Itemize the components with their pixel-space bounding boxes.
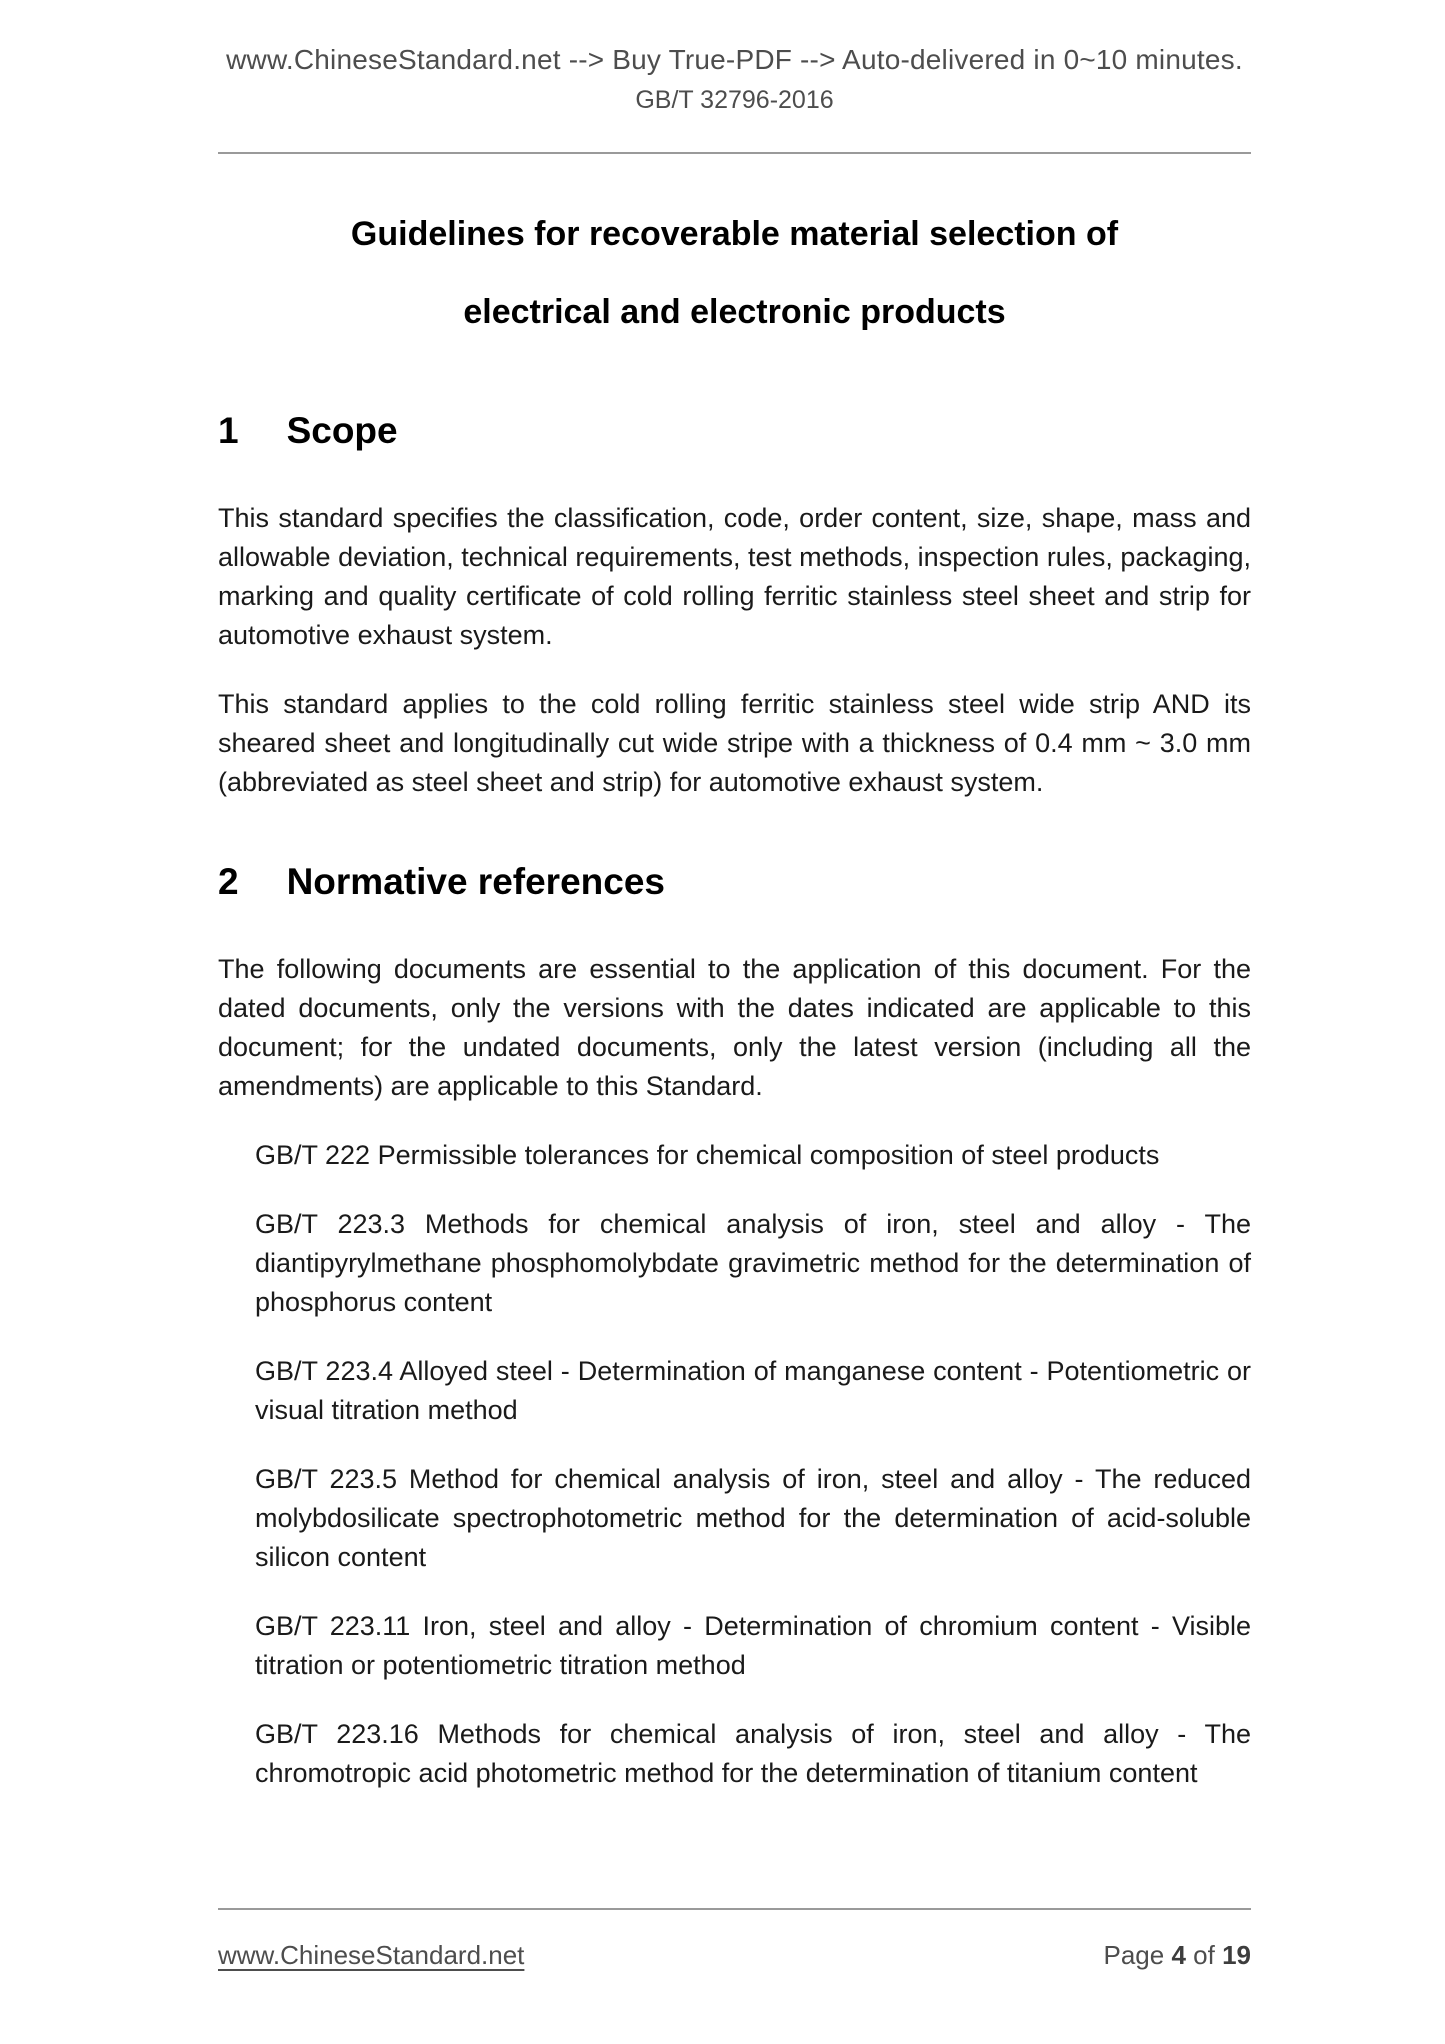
footer-site-link[interactable]: www.ChineseStandard.net: [218, 1940, 525, 1970]
section-heading-scope: [218, 411, 1251, 451]
normative-references-intro: The following documents are essential to the application of this document. For the dated documents, only the versions with the dates indicated are applicable to this document; for the undated documents, only the latest version (including all the amendments) are applicable to this Standard.: [218, 954, 1251, 1101]
section-number: 2: [218, 861, 239, 902]
scope-paragraph-2: This standard applies to the cold rolling ferritic stainless steel wide strip AND its sheared sheet and longitudinally cut wide stripe with a thickness of 0.4 mm ~ 3.0 mm (abbreviated as steel sheet and strip) for automotive exhaust system.: [218, 689, 1251, 797]
reference-item-gbt-223-3: GB/T 223.3 Methods for chemical analysis of iron, steel and alloy - The diantipyrylmethane phosphomolybdate gravimetric method for the determination of phosphorus content: [255, 1209, 1251, 1317]
header-promo-text: www.ChineseStandard.net --> Buy True-PDF --> Auto-delivered in 0~10 minutes.: [226, 44, 1243, 75]
section-heading-label: Scope: [286, 410, 398, 451]
page-indicator: [1103, 1940, 1251, 1970]
document-body: [218, 195, 1251, 1793]
reference-item-gbt-222: GB/T 222 Permissible tolerances for chemical composition of steel products: [255, 1140, 1160, 1170]
page-current-number: 4: [1171, 1940, 1186, 1970]
section-heading-label: Normative references: [286, 861, 665, 902]
document-title: [218, 195, 1251, 351]
page-footer: [218, 1908, 1251, 1970]
header-doc-number: GB/T 32796-2016: [635, 86, 834, 114]
reference-item-gbt-223-5: GB/T 223.5 Method for chemical analysis of iron, steel and alloy - The reduced molybdosilicate spectrophotometric method for the determination of acid-soluble silicon content: [255, 1464, 1251, 1572]
reference-item-gbt-223-16: GB/T 223.16 Methods for chemical analysis of iron, steel and alloy - The chromotropic acid photometric method for the determination of titanium content: [255, 1719, 1251, 1788]
header-rule: [218, 152, 1251, 154]
section-heading-normative-references: [218, 862, 1251, 902]
scope-paragraph-1: This standard specifies the classification, code, order content, size, shape, mass and allowable deviation, technical requirements, test methods, inspection rules, packaging, marking and quality certificate of cold rolling ferritic stainless steel sheet and strip for automotive exhaust system.: [218, 503, 1251, 650]
page-total-number: 19: [1222, 1940, 1251, 1970]
page-indicator-label: Page: [1103, 1940, 1165, 1970]
reference-item-gbt-223-11: GB/T 223.11 Iron, steel and alloy - Determination of chromium content - Visible titration or potentiometric titration method: [255, 1611, 1251, 1680]
document-title-line-2: electrical and electronic products: [463, 293, 1006, 331]
page-header: [0, 0, 1445, 154]
document-title-line-1: Guidelines for recoverable material selection of: [350, 215, 1119, 253]
page-indicator-of: of: [1193, 1940, 1215, 1970]
section-number: 1: [218, 410, 239, 451]
footer-rule: [218, 1908, 1251, 1910]
reference-item-gbt-223-4: GB/T 223.4 Alloyed steel - Determination of manganese content - Potentiometric or visual titration method: [255, 1356, 1251, 1425]
